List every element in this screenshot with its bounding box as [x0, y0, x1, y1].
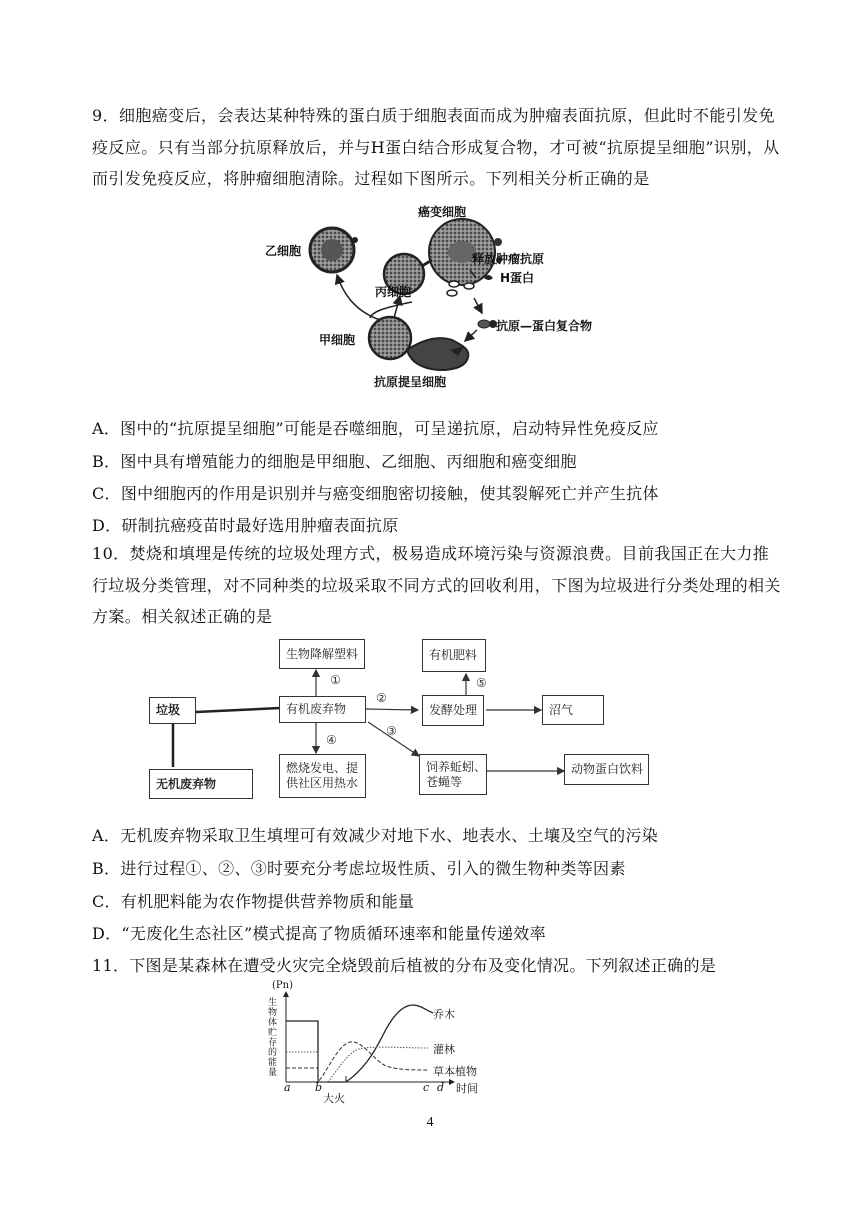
legend-arbor: 乔木 — [433, 1008, 455, 1021]
box-ferment: 发酵处理 — [422, 695, 484, 726]
box-bioplastic: 生物降解塑料 — [279, 639, 365, 669]
box-protein-feed: 动物蛋白饮料 — [564, 754, 649, 785]
jia-cell — [369, 317, 411, 359]
q9-option-c: C．图中细胞丙的作用是识别并与癌变细胞密切接触，使其裂解死亡并产生抗体 — [92, 484, 659, 503]
box-organic: 有机废弃物 — [279, 696, 366, 723]
series-arbor — [286, 1005, 433, 1082]
q10-option-d: D．“无废化生态社区”模式提高了物质循环速率和能量传递效率 — [92, 924, 546, 943]
step-3: ③ — [386, 724, 397, 738]
q11-chart — [268, 980, 500, 1105]
q9-stem: 9．细胞癌变后，会表达某种特殊的蛋白质于细胞表面而成为肿瘤表面抗原，但此时不能引发免疫反应。只有当部分抗原释放后，并与H蛋白结合形成复合物，才可被“抗原提呈细胞”识别，从而引发免疫反应，将肿瘤细胞清除。过程如下图所示。下列相关分析正确的是 — [92, 106, 780, 188]
q11-stem: 11．下图是某森林在遭受火灾完全烧毁前后植被的分布及变化情况。下列叙述正确的是 — [92, 956, 717, 975]
q9-option-d: D．研制抗癌疫苗时最好选用肿瘤表面抗原 — [92, 516, 399, 535]
q9-option-b: B．图中具有增殖能力的细胞是甲细胞、乙细胞、丙细胞和癌变细胞 — [92, 452, 577, 471]
q9-immune-figure — [262, 200, 632, 395]
legend-herb: 草本植物 — [433, 1065, 477, 1078]
immune-diagram — [262, 200, 632, 395]
tick-c: c — [423, 1081, 430, 1094]
step-5: ⑤ — [476, 676, 487, 690]
box-inorganic: 无机废弃物 — [149, 769, 253, 799]
label-jia-cell: 甲细胞 — [319, 333, 356, 347]
step-2: ② — [376, 691, 387, 705]
q10-option-a: A．无机废弃物采取卫生填埋可有效减少对地下水、地表水、土壤及空气的污染 — [92, 826, 659, 845]
tick-a: a — [284, 1081, 291, 1094]
q10-option-b: B．进行过程①、②、③时要充分考虑垃圾性质、引入的微生物种类等因素 — [92, 859, 626, 878]
series-shrub — [286, 1047, 428, 1082]
q10-stem: 10．焚烧和填埋是传统的垃圾处理方式，极易造成环境污染与资源浪费。目前我国正在大力推行垃圾分类管理，对不同种类的垃圾采取不同方式的回收利用，下图为垃圾进行分类处理的相关方案。相关叙述正确的是 — [92, 544, 781, 626]
box-garbage: 垃圾 — [149, 697, 196, 724]
box-burn: 燃烧发电、提供社区用热水 — [279, 754, 366, 798]
x-axis-label: 时间 — [456, 1082, 478, 1095]
q9-option-a: A．图中的“抗原提呈细胞”可能是吞噬细胞，可呈递抗原，启动特异性免疫反应 — [92, 419, 659, 438]
label-apc: 抗原提呈细胞 — [374, 375, 447, 389]
label-bing-cell: 丙细胞 — [375, 285, 412, 299]
step-4: ④ — [326, 733, 337, 747]
page-number: 4 — [426, 1115, 434, 1130]
label-yi-cell: 乙细胞 — [265, 244, 302, 258]
y-axis-label: 生物体贮存的能量 — [268, 998, 278, 1078]
step-1: ① — [330, 673, 341, 687]
y-unit: (Pn) — [272, 980, 293, 991]
label-cancer-cell: 癌变细胞 — [418, 205, 467, 219]
box-biogas: 沼气 — [542, 695, 604, 725]
label-release-antigen: 释放肿瘤抗原 — [472, 252, 545, 266]
box-fertilizer: 有机肥料 — [422, 639, 486, 672]
event-label: 大火 — [323, 1092, 345, 1105]
q10-flow-figure — [146, 636, 644, 802]
label-complex: 抗原—蛋白复合物 — [496, 319, 593, 333]
tick-b: b — [315, 1081, 323, 1094]
box-feed: 饲养蚯蚓、苍蝇等 — [419, 754, 487, 795]
tick-d: d — [437, 1081, 445, 1094]
legend-shrub: 灌林 — [433, 1043, 455, 1056]
label-h-protein: H蛋白 — [500, 271, 535, 285]
q10-option-c: C．有机肥料能为农作物提供营养物质和能量 — [92, 892, 415, 911]
